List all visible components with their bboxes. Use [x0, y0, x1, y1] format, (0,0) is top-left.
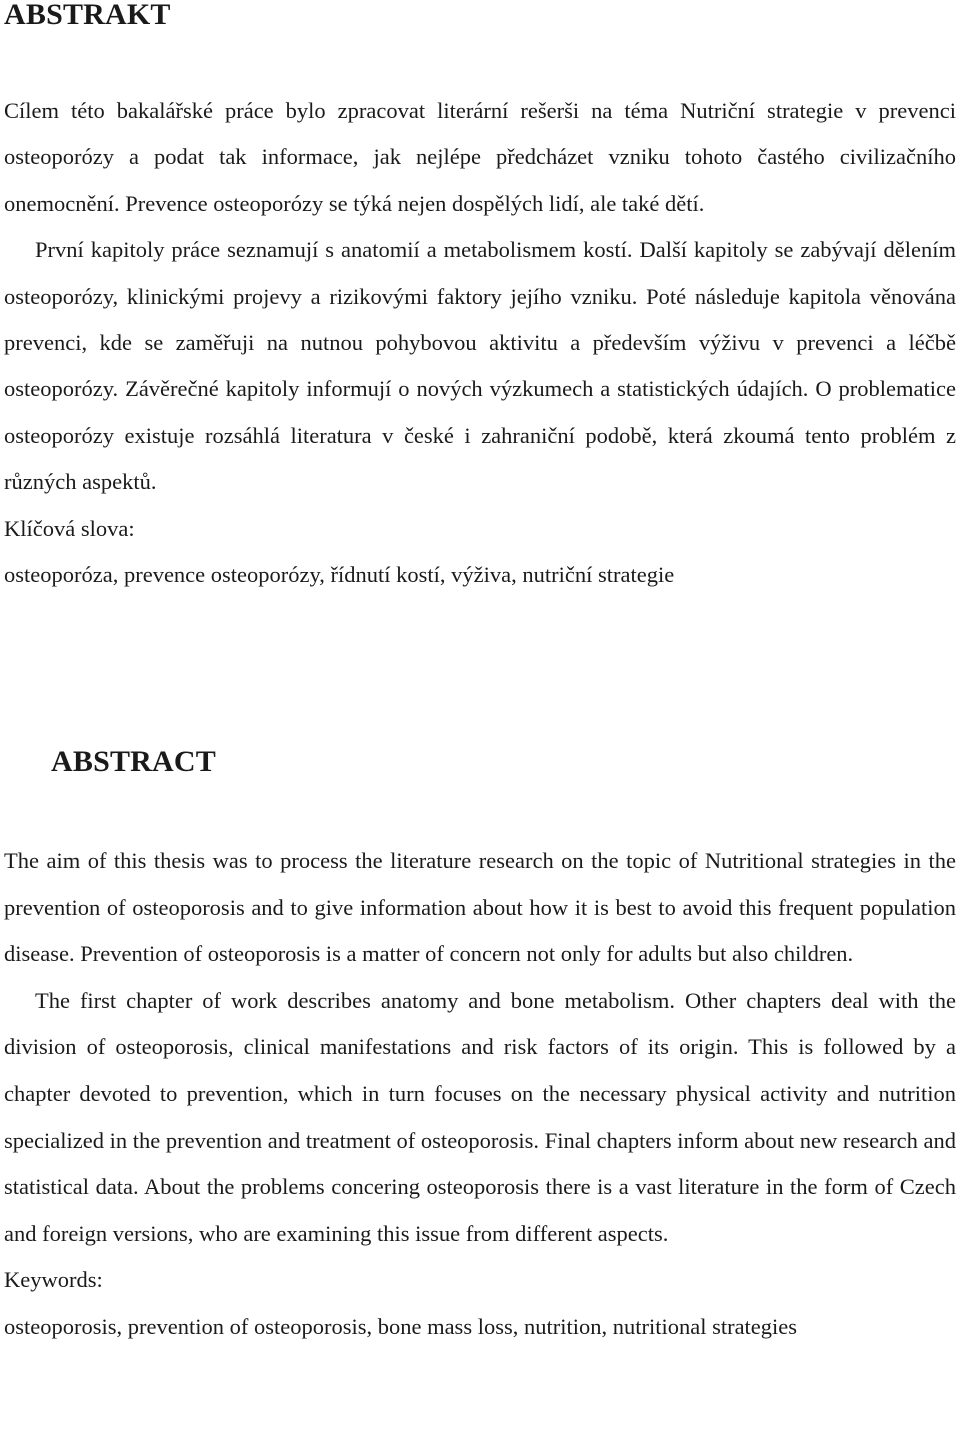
english-keywords-label: Keywords:: [4, 1267, 103, 1293]
english-abstract-heading: ABSTRACT: [51, 745, 216, 778]
czech-abstract-paragraph-2: První kapitoly práce seznamují s anatomií a metabolismem kostí. Další kapitoly se zabývají dělením osteoporózy, klinickými projevy a rizikovými faktory jejího vzniku. Poté následuje kapitola věnována prevenci, kde se zaměřuji na nutnou pohybovou aktivitu a především výživu v prevenci a léčbě osteoporózy. Závěrečné kapitoly informují o nových výzkumech a statistických údajích. O problematice osteoporózy existuje rozsáhlá literatura v české i zahraniční podobě, která zkoumá tento problém z různých aspektů.: [4, 237, 956, 495]
czech-keywords-list: osteoporóza, prevence osteoporózy, řídnutí kostí, výživa, nutriční strategie: [4, 562, 675, 588]
english-abstract-paragraph-2: The first chapter of work describes anatomy and bone metabolism. Other chapters deal with the division of osteoporosis, clinical manifestations and risk factors of its origin. This is followed by a chapter devoted to prevention, which in turn focuses on the necessary physical activity and nutrition specialized in the prevention and treatment of osteoporosis. Final chapters inform about new research and statistical data. About the problems concering osteoporosis there is a vast literature in the form of Czech and foreign versions, who are examining this issue from different aspects.: [4, 987, 956, 1246]
czech-keywords-label: Klíčová slova:: [4, 515, 135, 541]
czech-abstract-section: [4, 88, 956, 598]
english-abstract-section: [4, 838, 956, 1351]
czech-abstract-paragraph-1: Cílem této bakalářské práce bylo zpracovat literární rešerši na téma Nutriční strategie v prevenci osteoporózy a podat tak informace, jak nejlépe předcházet vzniku tohoto častého civilizačního onemocnění. Prevence osteoporózy se týká nejen dospělých lidí, ale také dětí.: [4, 98, 956, 216]
english-abstract-paragraph-1: The aim of this thesis was to process the literature research on the topic of Nutritional strategies in the prevention of osteoporosis and to give information about how it is best to avoid this frequent population disease. Prevention of osteoporosis is a matter of concern not only for adults but also children.: [4, 848, 956, 967]
english-keywords-list: osteoporosis, prevention of osteoporosis, bone mass loss, nutrition, nutritional strategies: [4, 1313, 798, 1339]
czech-abstract-heading: ABSTRAKT: [4, 0, 171, 31]
